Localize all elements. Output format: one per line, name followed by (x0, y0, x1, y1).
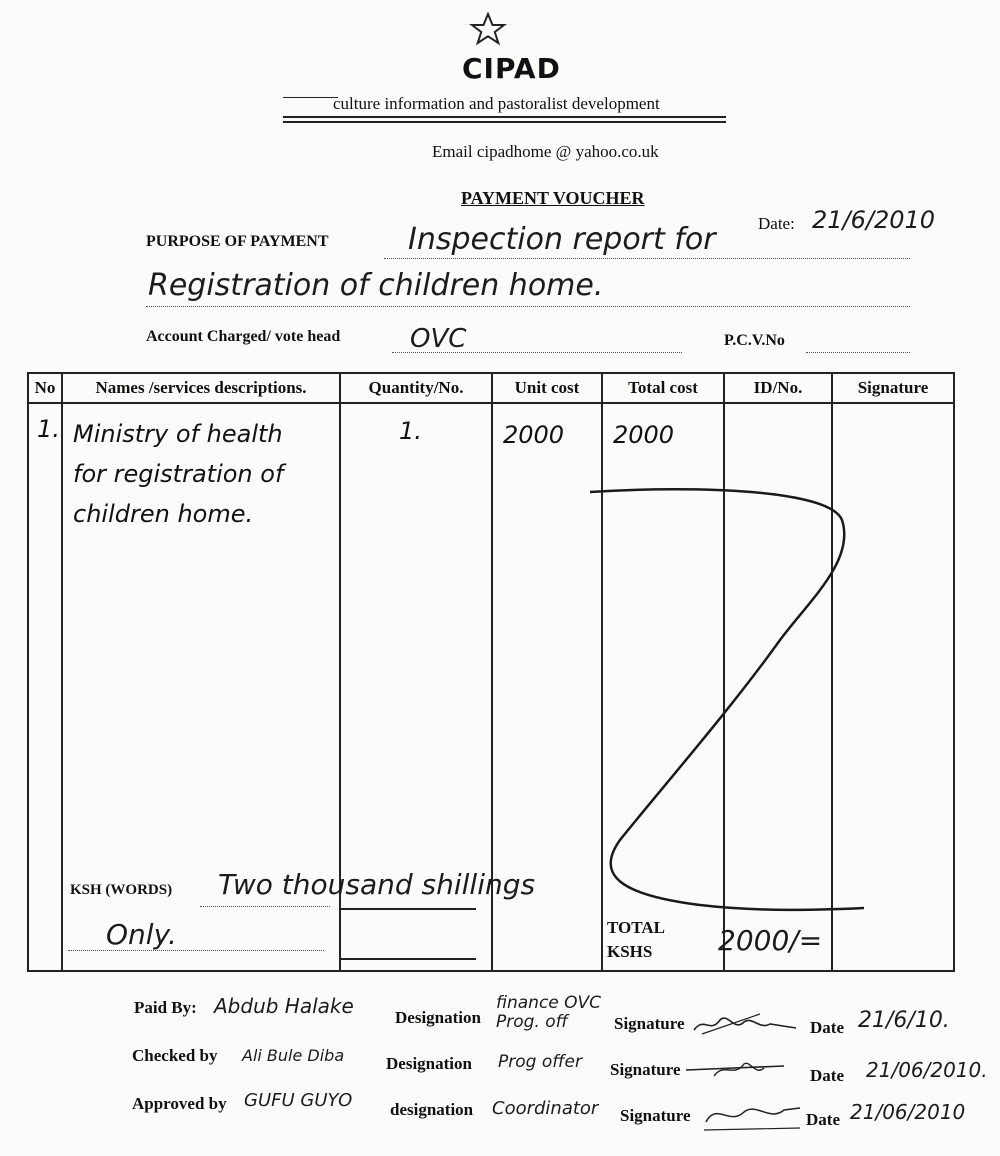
col-id-no: ID/No. (724, 373, 832, 403)
date-label: Date: (758, 214, 795, 233)
col-total-cost: Total cost (602, 373, 724, 403)
row-no: 1. (37, 415, 60, 443)
approved-designation-label: designation (390, 1100, 474, 1119)
checked-by-label: Checked by (132, 1046, 218, 1065)
purpose-dotline-1 (384, 258, 910, 259)
cancel-z-stroke (580, 480, 870, 920)
approved-date-label: Date (806, 1110, 840, 1129)
total-value: 2000/= (718, 924, 823, 957)
account-label: Account Charged/ vote head (146, 328, 341, 345)
paid-by-label: Paid By: (134, 998, 197, 1017)
header-rule-short (283, 97, 338, 98)
row-description: Ministry of health for registration of children home. (73, 420, 284, 528)
pcv-label: P.C.V.No (724, 332, 785, 349)
checked-date: 21/06/2010. (866, 1058, 988, 1082)
checked-by-name: Ali Bule Diba (242, 1046, 345, 1065)
paid-date-label: Date (810, 1018, 844, 1037)
words-underline-2 (340, 958, 476, 960)
account-dotline (392, 352, 682, 353)
col-quantity: Quantity/No. (340, 373, 492, 403)
row-quantity: 1. (399, 417, 422, 445)
checked-designation: Prog offer (498, 1052, 582, 1072)
col-description: Names /services descriptions. (62, 373, 340, 403)
paid-designation-label: Designation (395, 1008, 481, 1027)
words-dotline-2 (68, 950, 324, 951)
header-rule-1 (283, 116, 726, 118)
star-icon (468, 12, 508, 46)
paid-date: 21/6/10. (858, 1008, 950, 1033)
paid-by-name: Abdub Halake (214, 994, 354, 1018)
checked-designation-label: Designation (386, 1054, 472, 1073)
checked-signature-label: Signature (610, 1060, 681, 1079)
words-dotline-1 (200, 906, 330, 907)
purpose-dotline-2 (146, 306, 910, 307)
paid-signature-mark (690, 1008, 800, 1038)
approved-signature-mark (700, 1096, 806, 1136)
approved-date: 21/06/2010 (850, 1100, 966, 1124)
approved-signature-label: Signature (620, 1106, 691, 1125)
col-unit-cost: Unit cost (492, 373, 602, 403)
paid-designation: finance OVC Prog. off (496, 993, 602, 1032)
row-total-cost: 2000 (613, 421, 675, 449)
header-rule-2 (283, 121, 726, 123)
ksh-words-label: KSH (WORDS) (70, 882, 173, 898)
total-label-2: KSHS (607, 942, 653, 961)
pcv-dotline (806, 352, 910, 353)
checked-date-label: Date (810, 1066, 844, 1085)
approved-by-label: Approved by (132, 1094, 227, 1113)
total-label-1: TOTAL (607, 918, 665, 937)
purpose-label: PURPOSE OF PAYMENT (146, 233, 329, 250)
col-signature: Signature (832, 373, 954, 403)
ksh-words-line2: Only. (106, 918, 177, 951)
org-logo: CIPAD (462, 52, 561, 85)
words-underline (340, 908, 476, 910)
row-no-cell (28, 403, 62, 971)
purpose-line1: Inspection report for (408, 222, 716, 257)
approved-designation: Coordinator (492, 1098, 599, 1119)
table-header-row (28, 373, 954, 403)
approved-by-name: GUFU GUYO (244, 1090, 353, 1111)
paid-signature-label: Signature (614, 1014, 685, 1033)
voucher-date: 21/6/2010 (812, 206, 936, 234)
org-tagline: culture information and pastoralist development (333, 94, 660, 113)
org-email: Email cipadhome @ yahoo.co.uk (432, 142, 659, 161)
purpose-line2: Registration of children home. (148, 268, 604, 303)
account-value: OVC (410, 324, 467, 354)
col-no: No (28, 373, 62, 403)
checked-signature-mark (684, 1056, 794, 1082)
ksh-words-line1: Two thousand shillings (218, 868, 536, 901)
row-unit-cost: 2000 (503, 421, 565, 449)
voucher-title: PAYMENT VOUCHER (461, 188, 645, 208)
